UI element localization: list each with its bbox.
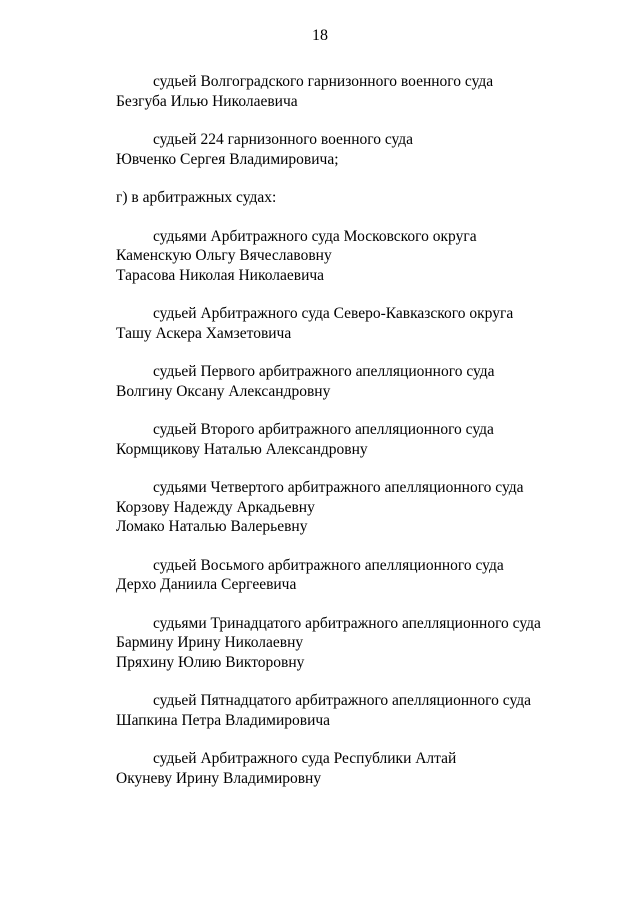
- court-line: судьями Арбитражного суда Московского округа: [153, 227, 477, 245]
- section-heading-block: [116, 188, 616, 208]
- judge-name: Волгину Оксану Александровну: [116, 382, 331, 400]
- appointment-block: [116, 749, 616, 788]
- judge-name: Шапкина Петра Владимировича: [116, 711, 331, 729]
- judge-name: Ювченко Сергея Владимировича;: [116, 150, 339, 168]
- court-line: судьями Четвертого арбитражного апелляционного суда: [153, 479, 524, 496]
- appointment-block: [116, 304, 616, 343]
- court-line: судьей Восьмого арбитражного апелляционного суда: [153, 556, 504, 574]
- appointment-block: [116, 614, 616, 673]
- court-line: судьей Второго арбитражного апелляционного суда: [153, 421, 494, 438]
- appointment-block: [116, 691, 616, 730]
- appointment-block: [116, 72, 616, 111]
- appointment-block: [116, 227, 616, 286]
- judge-name: Безгуба Илью Николаевича: [116, 92, 298, 110]
- appointment-block: [116, 130, 616, 169]
- judge-name: Тарасова Николая Николаевича: [116, 266, 325, 284]
- court-line: судьей 224 гарнизонного военного суда: [153, 131, 414, 148]
- court-line: судьей Арбитражного суда Северо-Кавказского округа: [153, 305, 514, 322]
- judge-name: Каменскую Ольгу Вячеславовну: [116, 247, 332, 264]
- court-line: судьей Пятнадцатого арбитражного апелляционного суда: [153, 692, 531, 709]
- judge-name: Дерхо Даниила Сергеевича: [116, 576, 297, 593]
- section-heading: г) в арбитражных судах:: [116, 189, 277, 206]
- judge-name: Ломако Наталью Валерьевну: [116, 518, 308, 535]
- judge-name: Корзову Надежду Аркадьевну: [116, 498, 315, 516]
- page-number: 18: [312, 27, 328, 44]
- appointment-block: [116, 362, 616, 401]
- judge-name: Ташу Аскера Хамзетовича: [116, 324, 292, 342]
- appointment-block: [116, 478, 616, 537]
- court-line: судьей Арбитражного суда Республики Алтай: [153, 750, 457, 767]
- court-line: судьями Тринадцатого арбитражного апелляционного суда: [153, 614, 541, 632]
- judge-name: Окуневу Ирину Владимировну: [116, 769, 322, 787]
- appointment-block: [116, 556, 616, 595]
- appointment-block: [116, 420, 616, 459]
- judge-name: Пряхину Юлию Викторовну: [116, 653, 305, 671]
- judge-name: Бармину Ирину Николаевну: [116, 634, 304, 651]
- court-line: судьей Волгоградского гарнизонного военного суда: [153, 73, 494, 90]
- document-body: [116, 72, 616, 788]
- court-line: судьей Первого арбитражного апелляционного суда: [153, 363, 495, 380]
- judge-name: Кормщикову Наталью Александровну: [116, 440, 368, 458]
